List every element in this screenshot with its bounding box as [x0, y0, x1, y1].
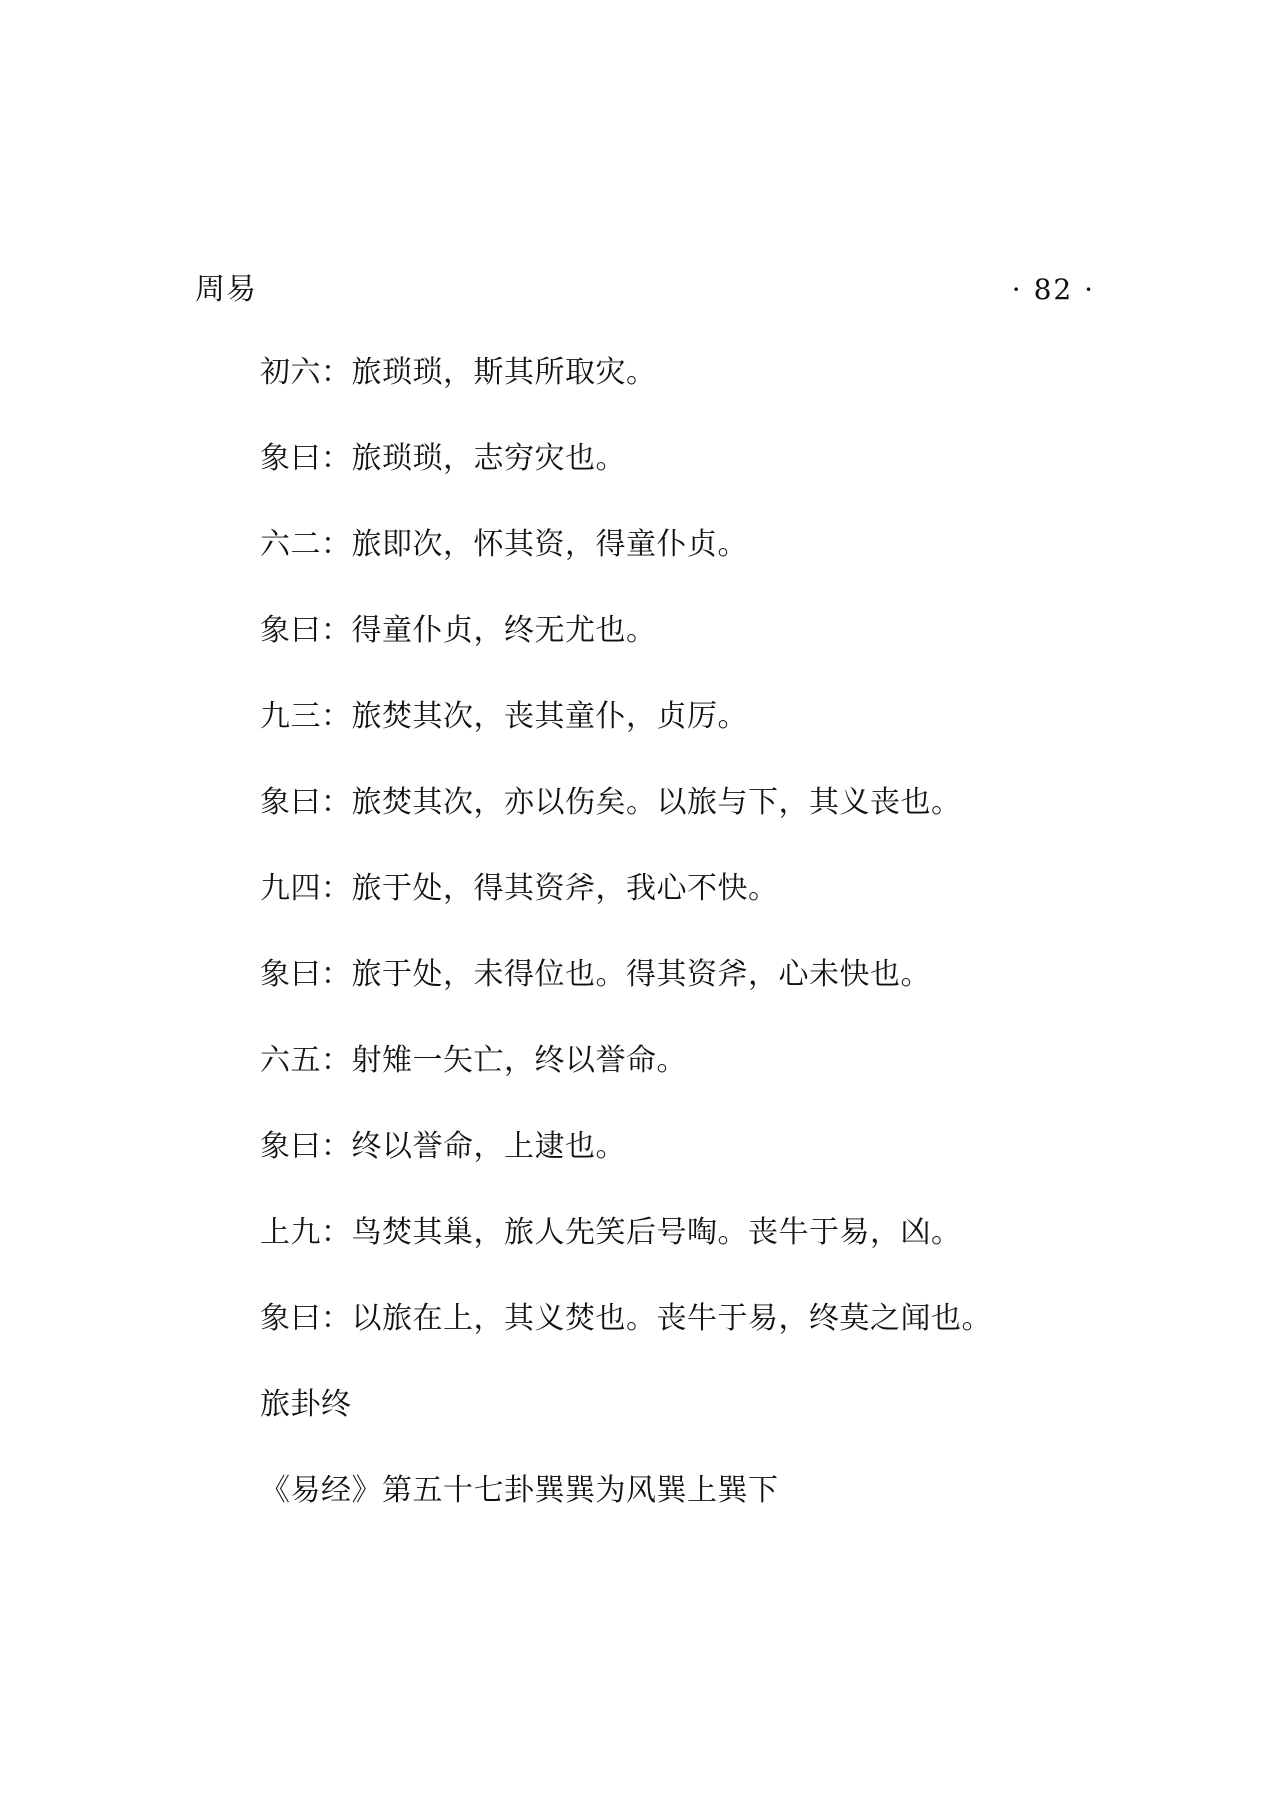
text-line: 上九：鸟焚其巢，旅人先笑后号啕。丧牛于易，凶。	[260, 1215, 962, 1250]
section-end-line: 旅卦终	[260, 1387, 352, 1422]
page-number: · 82 ·	[1011, 273, 1095, 306]
chapter-heading-line: 《易经》第五十七卦巽巽为风巽上巽下	[260, 1473, 779, 1508]
text-line: 九四：旅于处，得其资斧，我心不快。	[260, 871, 779, 906]
text-line: 象曰：旅于处，未得位也。得其资斧，心未快也。	[260, 957, 931, 992]
text-line: 六五：射雉一矢亡，终以誉命。	[260, 1043, 687, 1078]
text-body	[260, 348, 1140, 1552]
text-line: 初六：旅琐琐，斯其所取灾。	[260, 355, 657, 390]
text-line: 象曰：旅琐琐，志穷灾也。	[260, 441, 626, 476]
text-line: 六二：旅即次，怀其资，得童仆贞。	[260, 527, 748, 562]
text-line: 象曰：旅焚其次，亦以伤矣。以旅与下，其义丧也。	[260, 785, 962, 820]
header-title: 周易	[195, 272, 257, 307]
text-line: 象曰：以旅在上，其义焚也。丧牛于易，终莫之闻也。	[260, 1301, 992, 1336]
text-line: 九三：旅焚其次，丧其童仆，贞厉。	[260, 699, 748, 734]
page-header	[195, 268, 1095, 312]
text-line: 象曰：终以誉命，上逮也。	[260, 1129, 626, 1164]
text-line: 象曰：得童仆贞，终无尤也。	[260, 613, 657, 648]
